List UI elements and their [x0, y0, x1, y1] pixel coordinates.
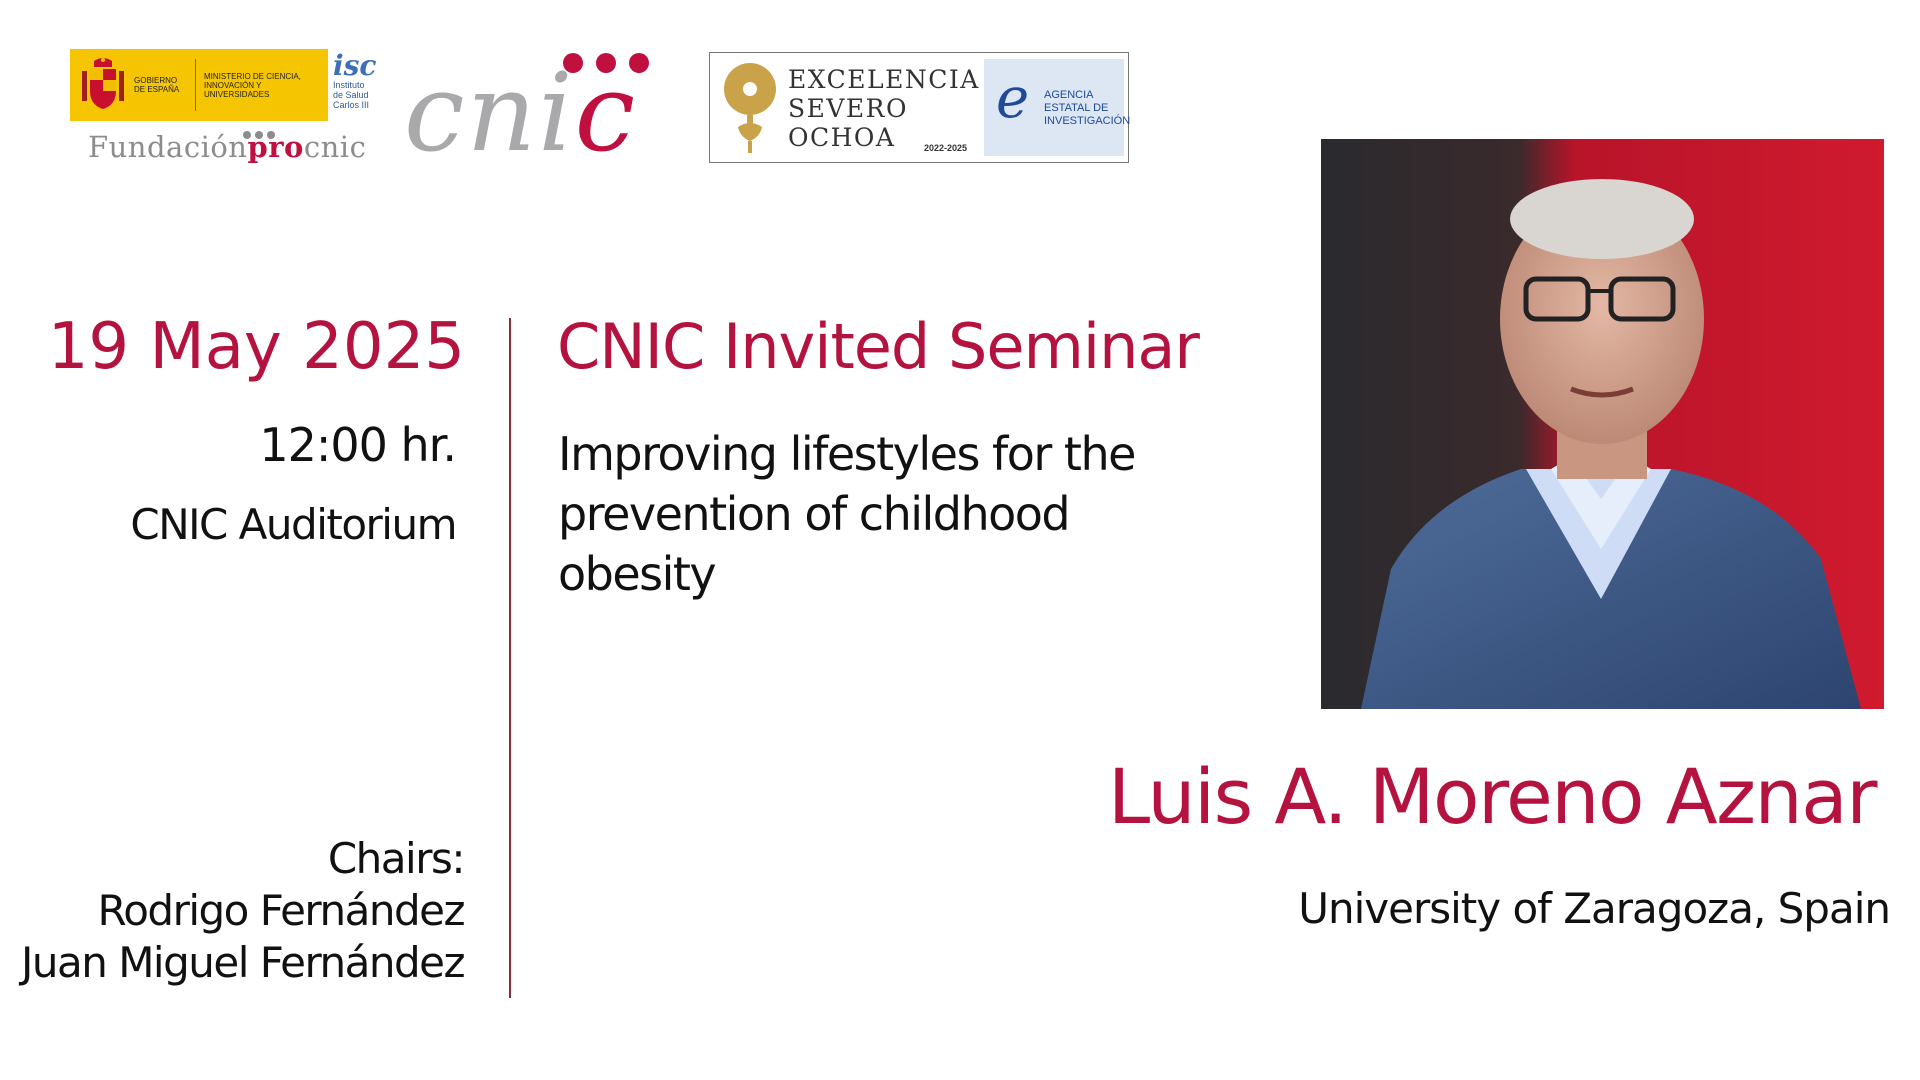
severo-ochoa-aei-logo [709, 52, 1129, 163]
aei-line-3: INVESTIGACIÓN [1044, 115, 1131, 127]
fundacion-pro: pro [247, 130, 304, 164]
seminar-type: CNIC Invited Seminar [557, 310, 1199, 383]
fundacion-prefix: Fundación [88, 130, 248, 164]
speaker-affiliation: University of Zaragoza, Spain [1298, 884, 1890, 933]
chair-name: Rodrigo Fernández [97, 886, 464, 935]
severo-years: 2022-2025 [924, 143, 968, 153]
gobierno-text: GOBIERNO DE ESPAÑA [134, 76, 180, 94]
logo-separator [195, 59, 196, 111]
severo-line-1: EXCELENCIA [788, 65, 980, 94]
fundacion-procnic-logo [88, 130, 366, 164]
aei-logo [984, 59, 1131, 156]
speaker-name: Luis A. Moreno Aznar [1107, 752, 1876, 841]
isciii-mark: isc [333, 49, 377, 82]
ministerio-text: MINISTERIO DE CIENCIA, INNOVACIÓN Y UNIVERSIDADES [204, 71, 301, 99]
talk-title: Improving lifestyles for the prevention of childhood obesity [558, 427, 1135, 601]
cnic-letter-i: i [538, 51, 575, 176]
gobierno-ministerio-logo [70, 49, 328, 121]
severo-line-3: OCHOA [788, 123, 896, 152]
aei-line-1: AGENCIA [1044, 89, 1094, 101]
chair-name: Juan Miguel Fernández [20, 938, 464, 987]
speaker-photo [1321, 139, 1884, 709]
chairs-label: Chairs: [327, 834, 464, 883]
cnic-logo [404, 51, 638, 176]
severo-ochoa-seal-icon [722, 61, 778, 155]
aei-mark: e [996, 66, 1030, 131]
isciii-line-3: Carlos III [333, 100, 370, 110]
event-venue: CNIC Auditorium [130, 500, 456, 549]
isciii-line-2: de Salud [333, 90, 369, 100]
severo-line-2: SEVERO [788, 94, 908, 123]
isciii-line-1: Instituto [333, 80, 365, 90]
cnic-letter-c1: c [404, 51, 467, 176]
event-date: 19 May 2025 [47, 310, 465, 384]
spain-coat-of-arms-icon [80, 57, 126, 113]
chairs-block [21, 833, 464, 989]
event-time: 12:00 hr. [259, 418, 456, 472]
isciii-logo [333, 49, 388, 124]
cnic-letter-c2: c [574, 51, 638, 176]
severo-ochoa-text [788, 65, 980, 152]
fundacion-suffix: cnic [303, 130, 367, 164]
aei-text [1044, 89, 1130, 128]
column-divider [509, 318, 511, 998]
cnic-letter-n: n [466, 51, 539, 176]
aei-line-2: ESTATAL DE [1044, 102, 1109, 114]
